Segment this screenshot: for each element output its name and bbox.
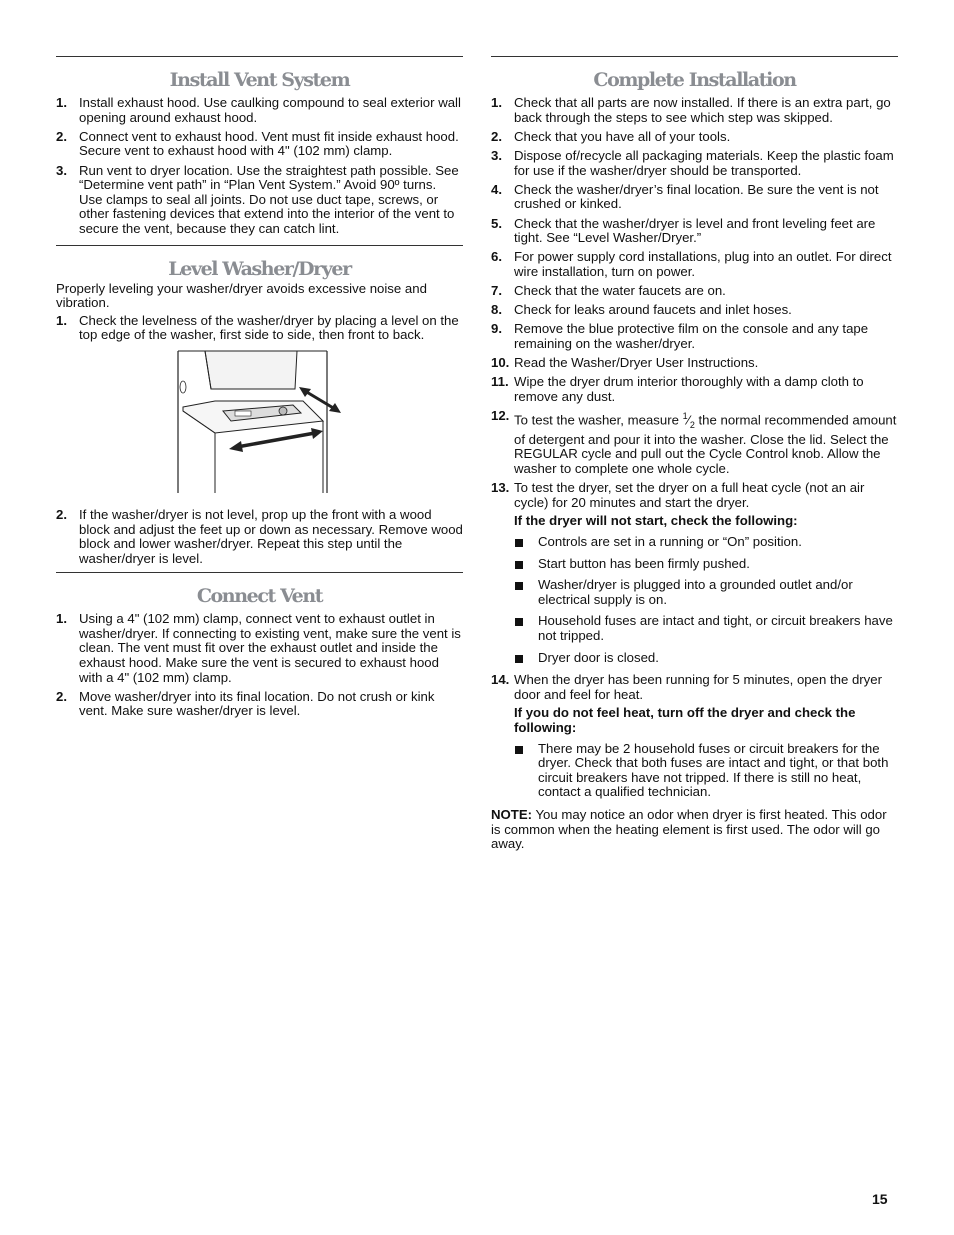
list-item: Dryer door is closed. [514, 651, 898, 666]
list-item: Household fuses are intact and tight, or circuit breakers have not tripped. [514, 614, 898, 643]
complete-installation-title: Complete Installation [593, 69, 796, 91]
right-column [491, 56, 898, 852]
list-item: 2. Move washer/dryer into its final location. Do not crush or kink vent. Make sure washer/dryer is level. [56, 688, 435, 719]
list-item: 11. Wipe the dryer drum interior thoroughly with a damp cloth to remove any dust. [491, 374, 864, 405]
connect-vent-title: Connect Vent [196, 585, 323, 608]
list-item: 10. Read the Washer/Dryer User Instructions. [491, 355, 759, 371]
list-item: 1. Check that all parts are now installed. If there is an extra part, go back through the steps to see which step was skipped. [491, 95, 891, 125]
list-item: There may be 2 household fuses or circuit breakers for the dryer. Check that both fuses are intact and tight, or that both circuit breakers have not tripped. If there is still no heat, contact a qualified technician. [514, 742, 898, 800]
note: NOTE: You may notice an odor when dryer is first heated. This odor is common when the heating element is first used. The odor will go away. [491, 806, 887, 852]
level-intro: Properly leveling your washer/dryer avoids excessive noise and vibration. [56, 280, 427, 311]
list-item: 9. Remove the blue protective film on the console and any tape remaining on the washer/dryer. [491, 321, 869, 352]
no-start-bullets [514, 535, 898, 665]
square-bullet-icon [515, 582, 523, 590]
list-item: 8. Check for leaks around faucets and inlet hoses. [491, 302, 792, 318]
list-item: 4. Check the washer/dryer’s final location. Be sure the vent is not crushed or kinked. [491, 181, 879, 212]
list-item: 5. Check that the washer/dryer is level and front leveling feet are tight. See “Level Washer/Dryer.” [491, 215, 876, 246]
square-bullet-icon [515, 539, 523, 547]
page-number: 15 [872, 1191, 888, 1207]
level-steps-1 [56, 314, 463, 343]
left-column [56, 56, 463, 724]
list-item: Start button has been firmly pushed. [514, 557, 898, 572]
list-item: 1. Install exhaust hood. Use caulking compound to seal exterior wall opening around exhaust hood. [56, 95, 461, 125]
list-item: 7. Check that the water faucets are on. [491, 283, 726, 299]
square-bullet-icon [515, 618, 523, 626]
install-vent-steps [56, 96, 463, 237]
list-item: 12. To test the washer, measure $^1⁄_2$ the normal recommended amount of detergent and pour it into the washer. Close the lid. Select the REGULAR cycle and pull out the Cycle Control knob. Allow the washer to complete one whole cycle. [491, 408, 897, 477]
list-item: Controls are set in a running or “On” position. [514, 535, 898, 550]
install-vent-title: Install Vent System [169, 69, 350, 91]
no-start-heading: If the dryer will not start, check the following: [514, 513, 798, 529]
square-bullet-icon [515, 561, 523, 569]
list-item: 1. Using a 4" (102 mm) clamp, connect vent to exhaust outlet in washer/dryer. If connecting to existing vent, make sure the vent is clean. The vent must fit over the exhaust outlet and inside the exhaust hood. Make sure the vent is secured to exhaust hood with a 4" (102 mm) clamp. [56, 611, 461, 685]
list-item: 13. To test the dryer, set the dryer on a full heat cycle (not an air cycle) for 20 minutes and start the dryer. If the dryer will not start, check the following: Controls are set in a running or “On” position. Start button has been firmly pushed. Washer/dryer is plugged into a grounded outlet and/or electrical supply is on. Household fuses are intact and tight, or circuit breakers have not tripped. Dryer door is closed. [491, 481, 898, 665]
list-item: 6. For power supply cord installations, plug into an outlet. For direct wire installation, turn on power. [491, 249, 892, 279]
connect-vent-steps [56, 612, 463, 719]
list-item: 1. Check the levelness of the washer/dryer by placing a level on the top edge of the washer, first side to side, then front to back. [56, 312, 459, 343]
square-bullet-icon [515, 746, 523, 754]
no-heat-heading: If you do not feel heat, turn off the dryer and check the following: [514, 705, 856, 735]
complete-steps [491, 96, 898, 800]
list-item: 3. Run vent to dryer location. Use the straightest path possible. See “Determine vent path” in “Plan Vent System.” Avoid 90º turns. Use clamps to seal all joints. Do not use duct tape, screws, or other fastening devices that extend into the interior of the vent to secure the vent, because they can catch lint. [56, 162, 459, 236]
list-item: 2. Check that you have all of your tools. [491, 128, 731, 144]
washer-dryer-level-illustration [175, 349, 345, 495]
level-steps-2 [56, 508, 463, 566]
list-item: 2. Connect vent to exhaust hood. Vent must fit inside exhaust hood. Secure vent to exhaust hood with 4" (102 mm) clamp. [56, 128, 459, 159]
list-item: 14. When the dryer has been running for 5 minutes, open the dryer door and feel for heat. If you do not feel heat, turn off the dryer and check the following: There may be 2 household fuses or circuit breakers for the dryer. Check that both fuses are intact and tight, or that both circuit breakers have not tripped. If there is still no heat, contact a qualified technician. [491, 673, 898, 800]
list-item: 3. Dispose of/recycle all packaging materials. Keep the plastic foam for use if the washer/dryer should be transported. [491, 147, 894, 178]
list-item: 2. If the washer/dryer is not level, prop up the front with a wood block and adjust the feet up or down as necessary. Remove wood block and lower washer/dryer. Repeat this step until the washer/dryer is level. [56, 506, 463, 566]
level-title: Level Washer/Dryer [168, 257, 351, 280]
level-illustration [56, 349, 463, 500]
no-heat-bullets [514, 742, 898, 800]
square-bullet-icon [515, 655, 523, 663]
list-item: Washer/dryer is plugged into a grounded outlet and/or electrical supply is on. [514, 578, 898, 607]
